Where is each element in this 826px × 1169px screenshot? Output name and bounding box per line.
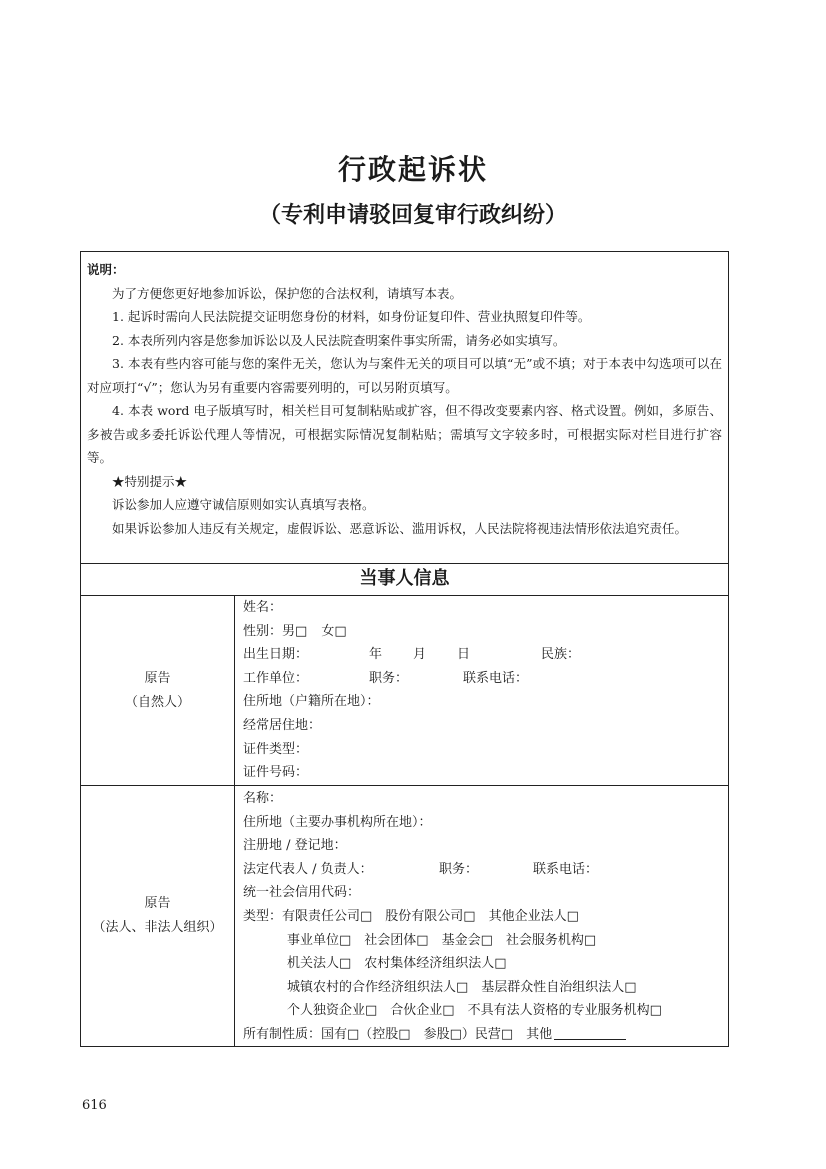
org-domicile-field[interactable] xyxy=(243,811,723,835)
position-label: 职务： xyxy=(369,670,409,686)
field-label: 经常居住地： xyxy=(243,717,322,733)
id-number-field[interactable] xyxy=(243,761,723,785)
domicile-field[interactable] xyxy=(243,690,723,714)
plaintiff-person-fields xyxy=(243,596,723,785)
registered-place-field[interactable] xyxy=(243,834,723,858)
field-label: 证件类型： xyxy=(243,741,309,757)
field-label: 名称： xyxy=(243,791,283,806)
instruction-paragraph: 4. 本表 word 电子版填写时，相关栏目可复制粘贴或扩容，但不得改变要素内容、格式设置。例如，多原告、多被告或多委托诉讼代理人等情况，可根据实际情况复制粘贴；需填写文字较多时，可根据实际对栏目进行扩容等。 xyxy=(87,403,722,465)
work-unit-field[interactable] xyxy=(243,667,723,691)
field-label: 注册地 / 登记地： xyxy=(243,838,347,854)
instructions-heading: 说明： xyxy=(87,262,125,277)
other-blank-line[interactable] xyxy=(554,1025,626,1040)
complaint-form xyxy=(80,251,729,1047)
phone-label: 联系电话： xyxy=(533,861,599,877)
plaintiff-org-label xyxy=(81,892,234,940)
birth-date-field[interactable] xyxy=(243,643,723,667)
name-field[interactable] xyxy=(243,596,723,620)
instruction-paragraph: 1. 起诉时需向人民法院提交证明您身份的材料，如身份证复印件、营业执照复印件等。 xyxy=(112,309,591,324)
male-checkbox[interactable]: 男□ xyxy=(282,623,308,639)
plaintiff-org-fields xyxy=(243,787,723,1047)
column-divider xyxy=(234,595,235,1047)
label-line: （自然人） xyxy=(124,695,190,710)
page-number: 616 xyxy=(82,1098,107,1113)
gender-field xyxy=(243,620,723,644)
field-label: 统一社会信用代码： xyxy=(243,885,361,901)
instruction-paragraph: 如果诉讼参加人违反有关规定，虚假诉讼、恶意诉讼、滥用诉权，人民法院将视违法情形依法追究责任。 xyxy=(112,520,688,536)
section-title: 当事人信息 xyxy=(359,568,450,589)
type-options[interactable]: 城镇农村的合作经济组织法人□ 基层群众性自治组织法人□ xyxy=(287,979,637,995)
type-options[interactable]: 有限责任公司□ 股份有限公司□ 其他企业法人□ xyxy=(282,908,579,924)
position-label: 职务： xyxy=(439,861,479,877)
field-label: 证件号码： xyxy=(243,765,309,781)
special-notice-heading: ★特别提示★ xyxy=(112,473,188,489)
type-options[interactable]: 个人独资企业□ 合伙企业□ 不具有法人资格的专业服务机构□ xyxy=(287,1003,662,1019)
day-label: 日 xyxy=(457,647,471,663)
field-label: 住所地（主要办事机构所在地）： xyxy=(243,814,432,830)
instruction-paragraph: 2. 本表所列内容是您参加诉讼以及人民法院查明案件事实所需，请务必如实填写。 xyxy=(112,332,566,348)
org-name-field[interactable] xyxy=(243,787,723,811)
org-type-options-row[interactable] xyxy=(243,952,723,976)
org-type-options-row[interactable] xyxy=(243,999,723,1023)
instruction-paragraph: 为了方便您更好地参加诉讼，保护您的合法权利，请填写本表。 xyxy=(112,285,463,301)
field-label: 工作单位： xyxy=(243,670,309,686)
credit-code-field[interactable] xyxy=(243,881,723,905)
ethnicity-label: 民族： xyxy=(541,647,581,663)
field-label: 住所地（户籍所在地）： xyxy=(243,694,380,710)
plaintiff-person-label xyxy=(81,667,234,715)
label-line: 原告 xyxy=(144,671,171,686)
ownership-field xyxy=(243,1023,723,1047)
divider xyxy=(81,785,728,786)
residence-field[interactable] xyxy=(243,714,723,738)
female-checkbox[interactable]: 女□ xyxy=(321,623,347,639)
field-label: 性别： xyxy=(243,623,283,639)
field-label: 出生日期： xyxy=(243,647,309,663)
type-options[interactable]: 机关法人□ 农村集体经济组织法人□ xyxy=(287,956,507,972)
org-type-options-row[interactable] xyxy=(243,929,723,953)
month-label: 月 xyxy=(413,647,427,663)
instruction-paragraph: 3. 本表有些内容可能与您的案件无关，您认为与案件无关的项目可以填“无”或不填；对于本表中勾选项可以在对应项打“√”；您认为另有重要内容需要列明的，可以另附页填写。 xyxy=(87,356,722,395)
document-subtitle: （专利申请驳回复审行政纠纷） xyxy=(258,202,567,228)
legal-rep-field[interactable] xyxy=(243,858,723,882)
document-title: 行政起诉状 xyxy=(337,153,488,186)
type-options[interactable]: 事业单位□ 社会团体□ 基金会□ 社会服务机构□ xyxy=(287,932,597,948)
field-label: 姓名： xyxy=(243,600,283,615)
org-type-options-row[interactable] xyxy=(243,976,723,1000)
field-label: 类型： xyxy=(243,908,283,924)
field-label: 法定代表人 / 负责人： xyxy=(243,861,373,877)
instruction-paragraph: 诉讼参加人应遵守诚信原则如实认真填写表格。 xyxy=(112,497,375,512)
instructions-block xyxy=(81,252,728,563)
org-type-field xyxy=(243,905,723,929)
label-line: （法人、非法人组织） xyxy=(92,920,223,935)
id-type-field[interactable] xyxy=(243,738,723,762)
year-label: 年 xyxy=(369,647,383,663)
ownership-options[interactable]: 所有制性质：国有□（控股□ 参股□）民营□ 其他 xyxy=(243,1026,553,1042)
label-line: 原告 xyxy=(144,896,171,911)
phone-label: 联系电话： xyxy=(463,670,529,686)
